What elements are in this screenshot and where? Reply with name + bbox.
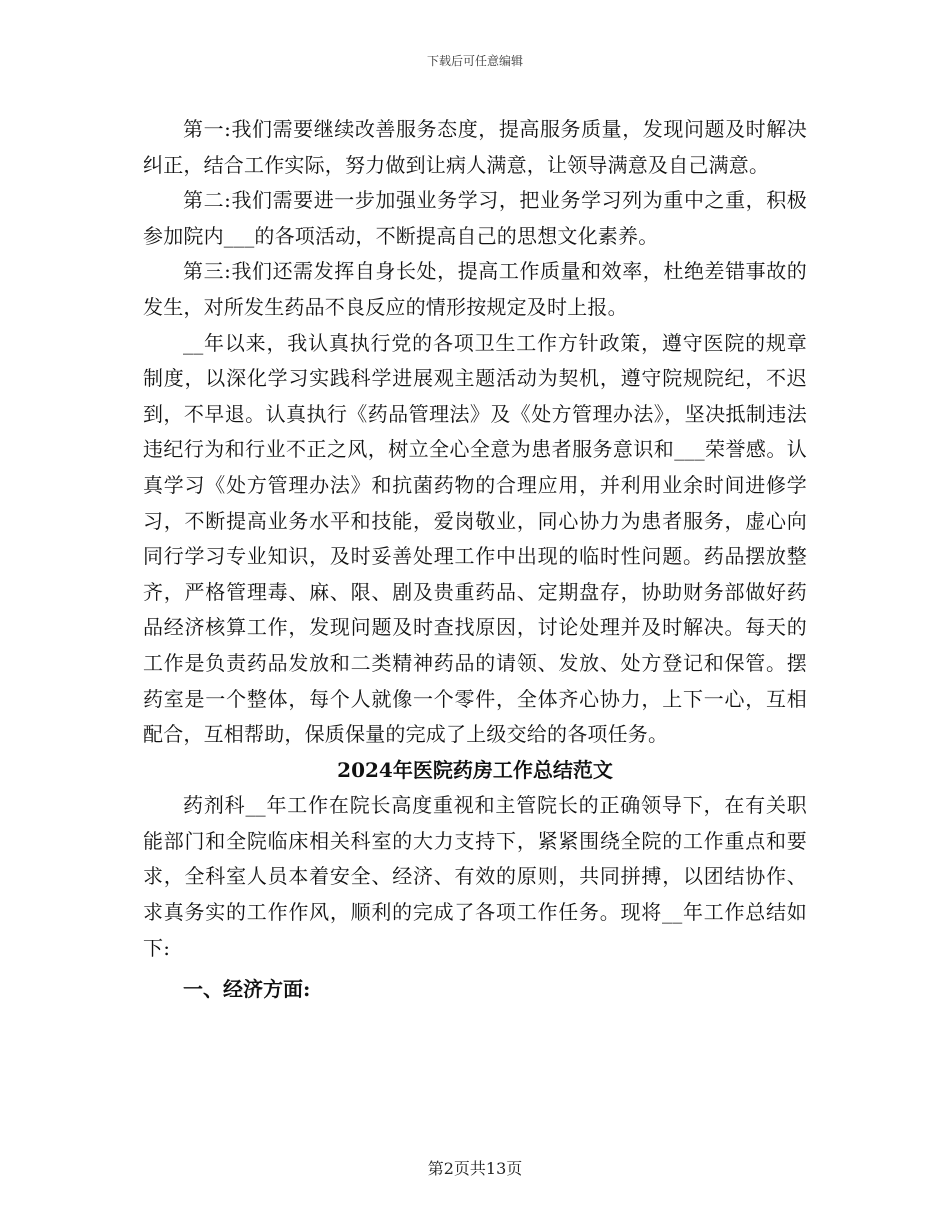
paragraph-first-point: 第一:我们需要继续改善服务态度，提高服务质量，发现问题及时解决纠正，结合工作实际，努力做到让病人满意，让领导满意及自己满意。 xyxy=(143,117,807,177)
paragraph-intro: 药剂科__年工作在院长高度重视和主管院长的正确领导下，在有关职能部门和全院临床相关科室的大力支持下，紧紧围绕全院的工作重点和要求，全科室人员本着安全、经济、有效的原则，共同拼搏，以团结协作、求真务实的工作作风，顺利的完成了各项工作任务。现将__年工作总结如下: xyxy=(143,793,807,960)
section-heading-economy: 一、经济方面: xyxy=(183,977,311,1002)
page-header: 下载后可任意编辑 xyxy=(426,54,523,68)
page-footer: 第2页共13页 xyxy=(427,1159,523,1178)
document-title: 2024年医院药房工作总结范文 xyxy=(337,757,613,782)
paragraph-third-point: 第三:我们还需发挥自身长处，提高工作质量和效率，杜绝差错事故的发生，对所发生药品不良反应的情形按规定及时上报。 xyxy=(143,259,807,319)
paragraph-second-point: 第二:我们需要进一步加强业务学习，把业务学习列为重中之重，积极参加院内___的各项活动，不断提高自己的思想文化素养。 xyxy=(143,188,807,248)
document-body xyxy=(143,112,807,1008)
paragraph-year-summary: __年以来，我认真执行党的各项卫生工作方针政策，遵守医院的规章制度，以深化学习实践科学进展观主题活动为契机，遵守院规院纪，不迟到，不早退。认真执行《药品管理法》及《处方管理办法》，坚决抵制违法违纪行为和行业不正之风，树立全心全意为患者服务意识和___荣誉感。认真学习《处方管理办法》和抗菌药物的合理应用，并利用业余时间进修学习，不断提高业务水平和技能，爱岗敬业，同心协力为患者服务，虚心向同行学习专业知识，及时妥善处理工作中出现的临时性问题。药品摆放整齐，严格管理毒、麻、限、剧及贵重药品、定期盘存，协助财务部做好药品经济核算工作，发现问题及时查找原因，讨论处理并及时解决。每天的工作是负责药品发放和二类精神药品的请领、发放、处方登记和保管。摆药室是一个整体，每个人就像一个零件，全体齐心协力，上下一心，互相配合，互相帮助，保质保量的完成了上级交给的各项任务。 xyxy=(143,330,807,747)
